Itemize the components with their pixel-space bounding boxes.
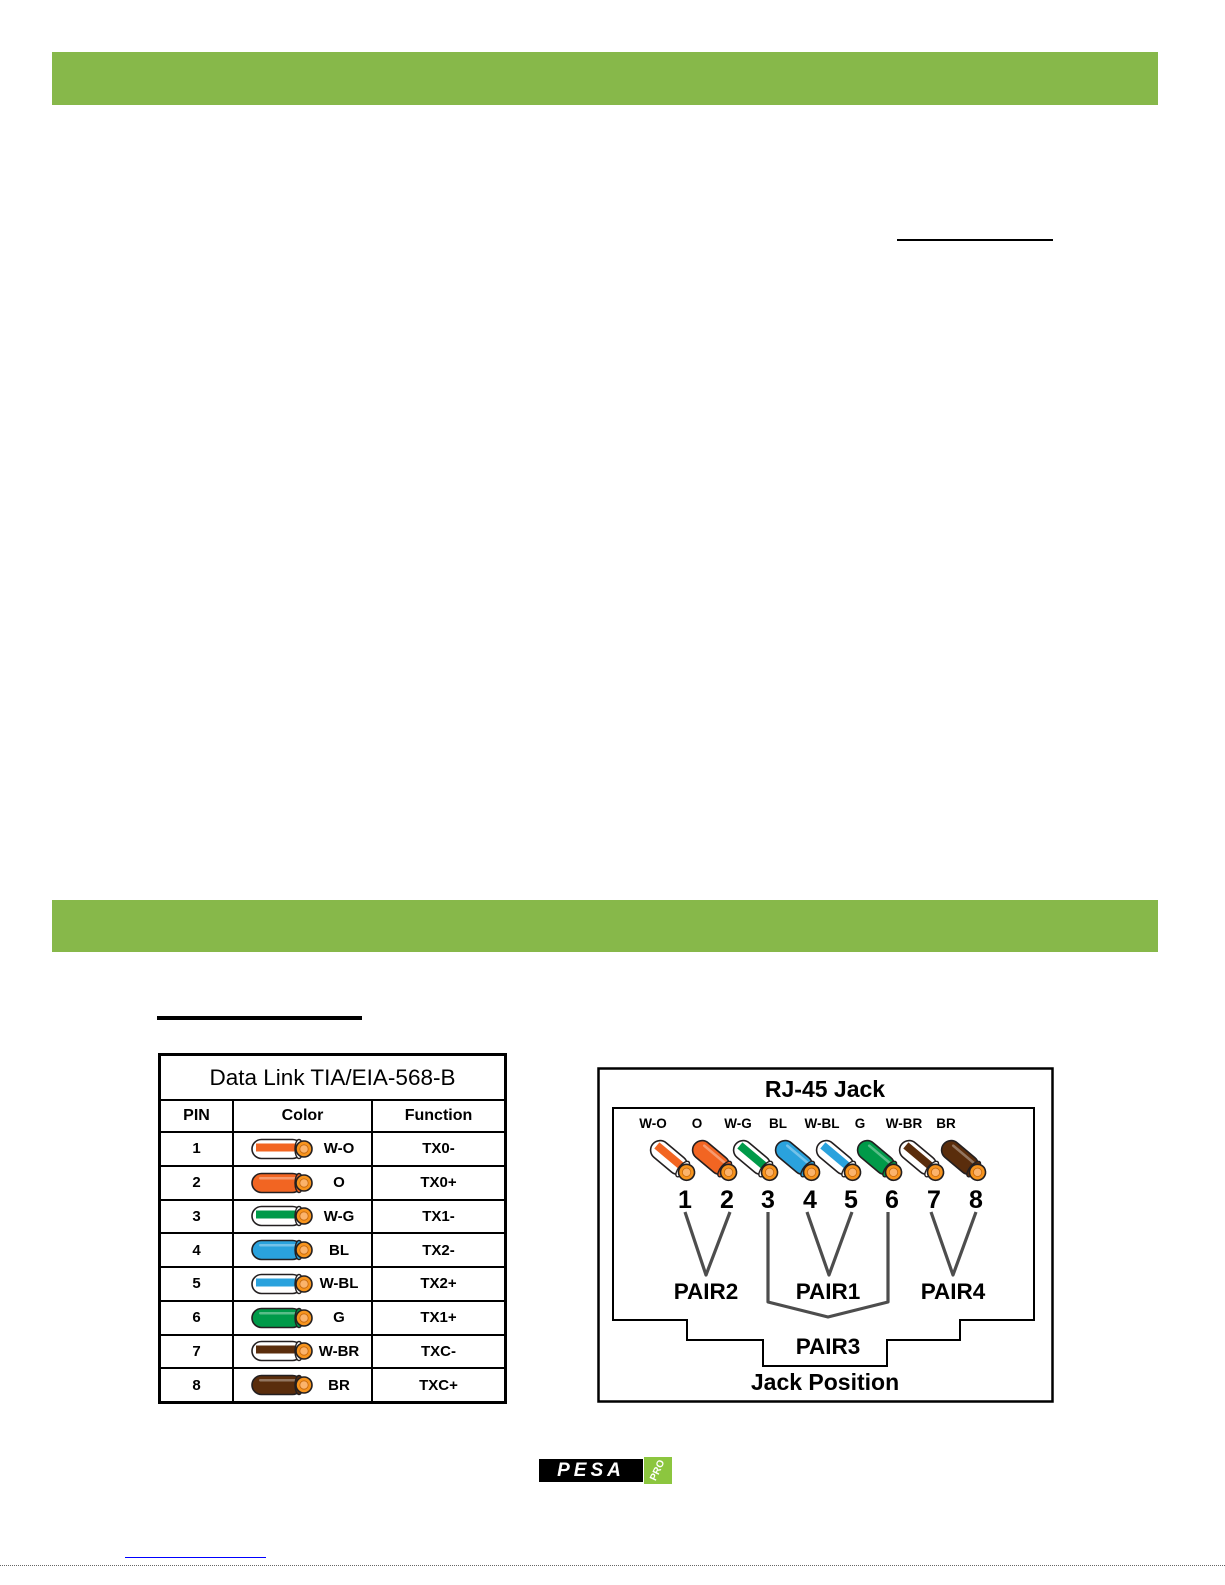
wire-label: O (691, 1116, 703, 1131)
color-cell (234, 1201, 371, 1233)
pin-number: 6 (885, 1186, 899, 1214)
pin-number: 2 (720, 1186, 734, 1214)
pin-number: 3 (761, 1186, 775, 1214)
header-pin: PIN (161, 1101, 232, 1131)
jack-position-label: Jack Position (750, 1369, 900, 1395)
wire-label: W-BL (804, 1116, 840, 1131)
wire-label: W-BR (885, 1116, 923, 1131)
function-cell: TXC+ (373, 1369, 504, 1401)
wire-icon (245, 1171, 313, 1195)
pin-cell: 1 (161, 1133, 232, 1165)
header-color: Color (234, 1101, 371, 1131)
wire-color-label: W-BL (319, 1275, 359, 1293)
color-cell (234, 1167, 371, 1199)
pin-number: 1 (678, 1186, 692, 1214)
pin-number: 5 (844, 1186, 858, 1214)
table-title: Data Link TIA/EIA-568-B (161, 1056, 504, 1099)
pinout-table (158, 1053, 507, 1404)
wire-color-label: W-BR (318, 1342, 360, 1360)
section-header-bar (52, 52, 1158, 105)
wire-icon (245, 1373, 313, 1397)
function-cell: TX2- (373, 1234, 504, 1266)
function-cell: TX0+ (373, 1167, 504, 1199)
function-cell: TX0- (373, 1133, 504, 1165)
rj45-jack-diagram (597, 1067, 1054, 1403)
function-cell: TX1- (373, 1201, 504, 1233)
color-cell (234, 1302, 371, 1334)
wire-label: G (854, 1116, 866, 1131)
logo-badge-text: PRO (648, 1458, 668, 1483)
link-underline (125, 1557, 266, 1558)
wire-icon (245, 1204, 313, 1228)
wire-label: BR (936, 1116, 956, 1131)
wire-color-label: W-O (323, 1140, 355, 1158)
wire-color-label: BR (328, 1376, 350, 1394)
section-header-bar (52, 900, 1158, 952)
wire-label: BL (769, 1116, 787, 1131)
function-cell: TX2+ (373, 1268, 504, 1300)
pin-number: 7 (927, 1186, 941, 1214)
pin-cell: 4 (161, 1234, 232, 1266)
diagram-title: RJ-45 Jack (764, 1076, 886, 1102)
wire-icon (245, 1306, 313, 1330)
pin-cell: 6 (161, 1302, 232, 1334)
wire-label: W-O (639, 1116, 667, 1131)
pin-cell: 3 (161, 1201, 232, 1233)
pin-cell: 5 (161, 1268, 232, 1300)
header-function: Function (373, 1101, 504, 1131)
wire-color-label: O (333, 1174, 345, 1192)
pair4-label: PAIR4 (920, 1279, 986, 1304)
pesa-pro-logo (539, 1457, 673, 1485)
wire-icon (245, 1137, 313, 1161)
pin-cell: 7 (161, 1336, 232, 1368)
heading-underline (897, 239, 1053, 241)
color-cell (234, 1133, 371, 1165)
wire-color-label: BL (329, 1241, 349, 1259)
page-edge-divider (0, 1565, 1225, 1566)
color-cell (234, 1268, 371, 1300)
function-cell: TX1+ (373, 1302, 504, 1334)
pin-number: 4 (803, 1186, 817, 1214)
color-cell (234, 1234, 371, 1266)
wire-icon (245, 1272, 313, 1296)
wire-icon (245, 1339, 313, 1363)
pin-cell: 2 (161, 1167, 232, 1199)
function-cell: TXC- (373, 1336, 504, 1368)
pin-cell: 8 (161, 1369, 232, 1401)
wire-color-label: W-G (323, 1207, 355, 1225)
pair3-label: PAIR3 (795, 1334, 861, 1359)
wire-icon (245, 1238, 313, 1262)
pair2-label: PAIR2 (673, 1279, 739, 1304)
color-cell (234, 1369, 371, 1401)
logo-badge (644, 1457, 672, 1484)
color-cell (234, 1336, 371, 1368)
logo-wordmark: PESA (539, 1459, 643, 1482)
pair1-label: PAIR1 (795, 1279, 861, 1304)
pin-number: 8 (969, 1186, 983, 1214)
wire-label: W-G (724, 1116, 752, 1131)
heading-underline (157, 1016, 362, 1020)
wire-color-label: G (333, 1309, 345, 1327)
